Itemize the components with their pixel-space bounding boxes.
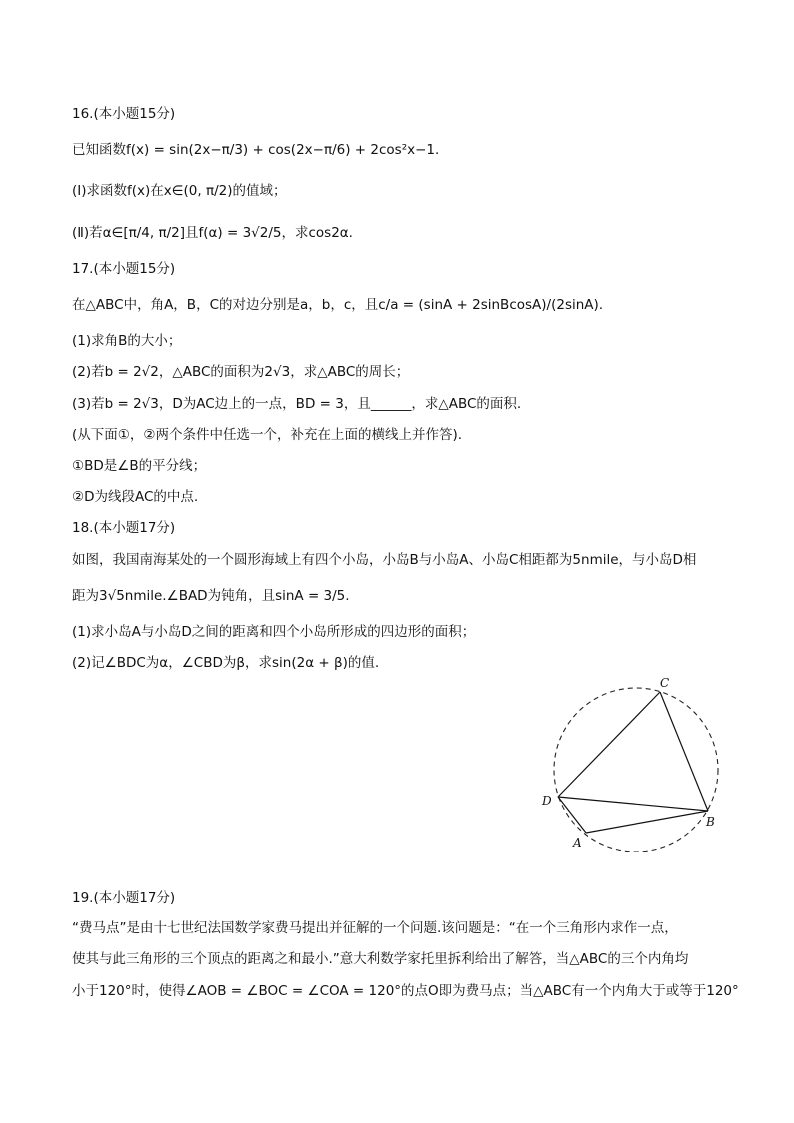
- q18-header: 18.(本小题17分): [72, 520, 176, 536]
- q17-part-2: (2)若b = 2√2，△ABC的面积为2√3，求△ABC的周长；: [72, 364, 410, 380]
- q17-statement: 在△ABC中，角A，B，C的对边分别是a，b，c，且c/a = (sinA + 2sinBcosA)/(2sinA).: [72, 297, 604, 313]
- q19-header: 19.(本小题17分): [72, 890, 176, 906]
- point-label-c: C: [660, 676, 670, 690]
- circle-quadrilateral-diagram: [536, 676, 732, 852]
- point-label-b: B: [706, 815, 715, 829]
- q17-instruction: (从下面①，②两个条件中任选一个，补充在上面的横线上并作答).: [72, 427, 463, 443]
- q19-statement-line-3: 小于120°时，使得∠AOB = ∠BOC = ∠COA = 120°的点O即为费马点；当△ABC有一个内角大于或等于120°: [72, 983, 739, 999]
- segment-dc: [558, 692, 660, 797]
- q18-part-2: (2)记∠BDC为α，∠CBD为β，求sin(2α + β)的值.: [72, 655, 380, 671]
- dashed-circle: [554, 688, 718, 852]
- q17-part-3: (3)若b = 2√3，D为AC边上的一点，BD = 3，且______，求△ABC的面积.: [72, 396, 522, 412]
- island-quadrilateral-figure: [536, 676, 732, 852]
- q16-part-1: (Ⅰ)求函数f(x)在x∈(0, π/2)的值域；: [72, 183, 287, 199]
- q17-header: 17.(本小题15分): [72, 261, 176, 277]
- q18-statement-line-2: 距为3√5nmile.∠BAD为钝角，且sinA = 3/5.: [72, 588, 350, 604]
- q17-part-1: (1)求角B的大小；: [72, 333, 182, 349]
- q18-part-1: (1)求小岛A与小岛D之间的距离和四个小岛所形成的四边形的面积；: [72, 624, 476, 640]
- point-label-a: A: [573, 836, 582, 850]
- point-label-d: D: [542, 794, 552, 808]
- q19-statement-line-1: “费马点”是由十七世纪法国数学家费马提出并征解的一个问题.该问题是：“在一个三角形内求作一点，: [72, 920, 678, 936]
- q16-part-2: (Ⅱ)若α∈[π/4, π/2]且f(α) = 3√2/5，求cos2α.: [72, 225, 353, 241]
- segment-db: [558, 797, 708, 811]
- segment-ab: [586, 811, 708, 833]
- q18-statement-line-1: 如图，我国南海某处的一个圆形海域上有四个小岛，小岛B与小岛A、小岛C相距都为5nmile，与小岛D相: [72, 552, 697, 568]
- q17-option-1: ①BD是∠B的平分线；: [72, 458, 207, 474]
- segment-cb: [660, 692, 708, 811]
- q17-option-2: ②D为线段AC的中点.: [72, 489, 199, 505]
- segment-da: [558, 797, 586, 833]
- q16-header: 16.(本小题15分): [72, 106, 176, 122]
- q19-statement-line-2: 使其与此三角形的三个顶点的距离之和最小.”意大利数学家托里拆利给出了解答，当△ABC的三个内角均: [72, 951, 689, 967]
- q16-statement: 已知函数f(x) = sin(2x−π/3) + cos(2x−π/6) + 2cos²x−1.: [72, 142, 440, 158]
